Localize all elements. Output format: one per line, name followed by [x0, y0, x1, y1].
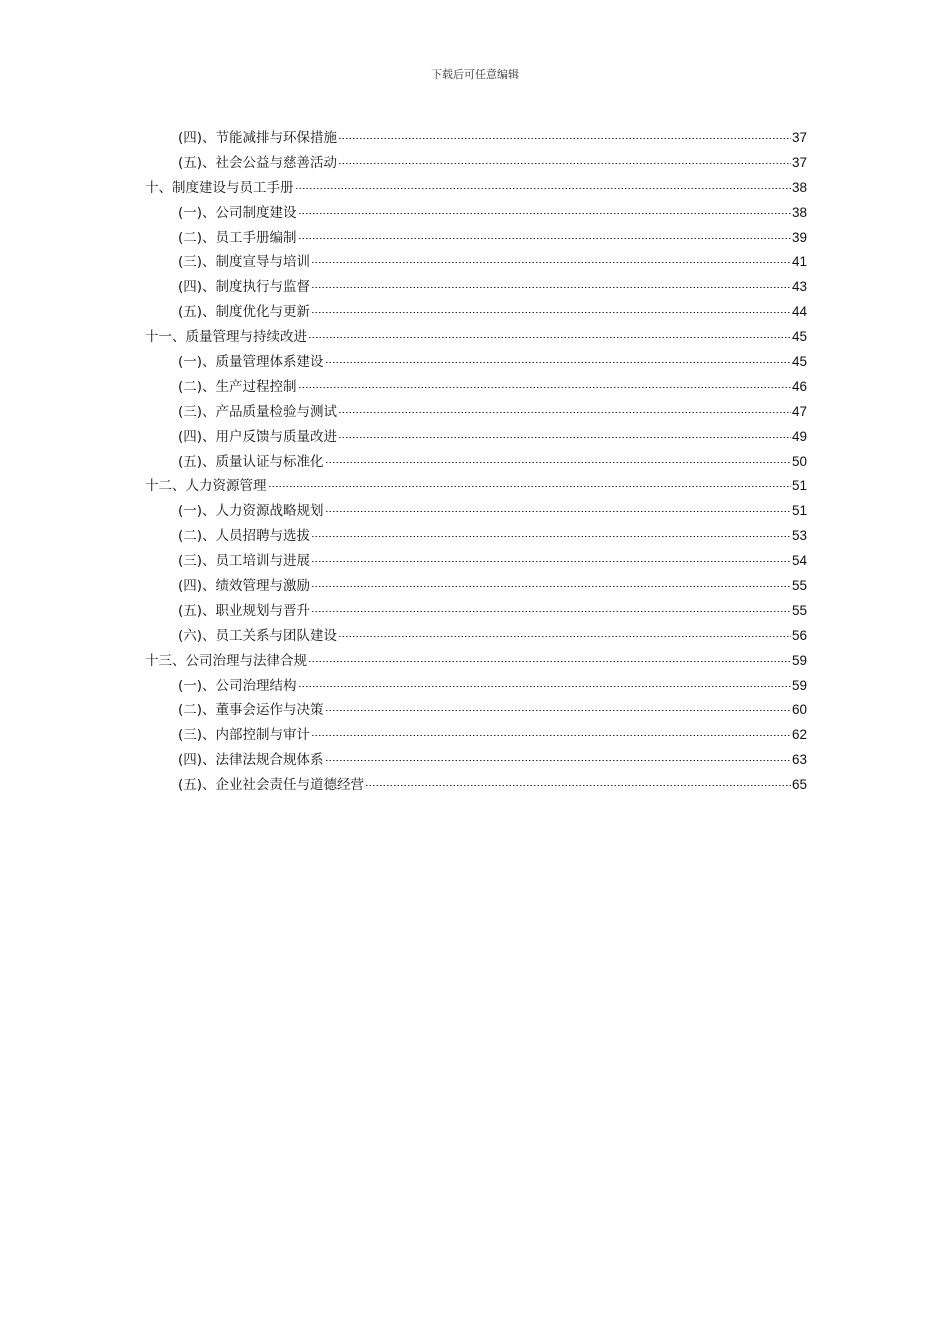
toc-entry-label: (五)、制度优化与更新 — [178, 304, 311, 321]
toc-entry-page-number: 45 — [791, 329, 807, 345]
toc-dot-leader — [298, 213, 791, 214]
toc-entry-label: (一)、公司治理结构 — [178, 677, 297, 694]
toc-entry-page-number: 59 — [791, 652, 807, 668]
toc-entry-page-number: 54 — [791, 553, 807, 569]
table-of-contents — [145, 126, 807, 798]
toc-entry-page-number: 65 — [791, 777, 807, 793]
toc-entry[interactable] — [145, 574, 807, 599]
toc-entry[interactable] — [145, 325, 807, 350]
toc-entry[interactable] — [145, 674, 807, 699]
toc-entry-page-number: 37 — [791, 130, 807, 145]
toc-entry-label: 十三、公司治理与法律合规 — [145, 652, 307, 669]
toc-entry[interactable] — [145, 499, 807, 524]
toc-entry-page-number: 39 — [791, 229, 807, 245]
toc-entry-page-number: 60 — [791, 702, 807, 718]
toc-entry-label: (三)、产品质量检验与测试 — [178, 403, 338, 420]
toc-entry-page-number: 47 — [791, 403, 807, 419]
toc-dot-leader — [338, 138, 791, 139]
toc-entry-label: (一)、公司制度建设 — [178, 204, 297, 221]
toc-entry[interactable] — [145, 250, 807, 275]
toc-entry-label: (五)、职业规划与晋升 — [178, 602, 311, 619]
toc-entry-page-number: 51 — [791, 503, 807, 519]
toc-entry[interactable] — [145, 748, 807, 773]
toc-entry-label: 十二、人力资源管理 — [145, 478, 267, 495]
toc-entry-page-number: 49 — [791, 428, 807, 444]
toc-dot-leader — [298, 238, 791, 239]
toc-dot-leader — [311, 611, 791, 612]
toc-entry-label: (三)、制度宣导与培训 — [178, 254, 311, 271]
toc-entry-label: 十一、质量管理与持续改进 — [145, 329, 307, 346]
toc-entry-page-number: 41 — [791, 254, 807, 270]
toc-entry-page-number: 38 — [791, 204, 807, 220]
toc-entry-page-number: 44 — [791, 304, 807, 320]
toc-entry-page-number: 37 — [791, 154, 807, 170]
toc-entry[interactable] — [145, 126, 807, 151]
toc-entry-label: (六)、员工关系与团队建设 — [178, 627, 338, 644]
toc-entry-label: (二)、人员招聘与选拔 — [178, 528, 311, 545]
toc-entry-page-number: 45 — [791, 354, 807, 370]
page-header: 下载后可任意编辑 — [431, 68, 519, 81]
toc-entry-label: (一)、人力资源战略规划 — [178, 503, 324, 520]
toc-entry-page-number: 63 — [791, 752, 807, 768]
toc-dot-leader — [311, 287, 791, 288]
toc-dot-leader — [311, 735, 791, 736]
toc-entry-label: (一)、质量管理体系建设 — [178, 354, 324, 371]
toc-dot-leader — [298, 686, 791, 687]
toc-entry-page-number: 43 — [791, 279, 807, 295]
toc-dot-leader — [338, 163, 791, 164]
toc-entry-label: (四)、绩效管理与激励 — [178, 578, 311, 595]
toc-entry[interactable] — [145, 549, 807, 574]
toc-dot-leader — [308, 337, 791, 338]
toc-entry-page-number: 55 — [791, 602, 807, 618]
toc-dot-leader — [311, 312, 791, 313]
toc-entry-page-number: 56 — [791, 627, 807, 643]
toc-entry-label: (四)、法律法规合规体系 — [178, 752, 324, 769]
toc-entry[interactable] — [145, 375, 807, 400]
toc-entry-label: (二)、员工手册编制 — [178, 229, 297, 246]
toc-entry[interactable] — [145, 400, 807, 425]
toc-dot-leader — [325, 362, 791, 363]
toc-dot-leader — [325, 760, 791, 761]
toc-entry-label: (三)、员工培训与进展 — [178, 553, 311, 570]
toc-dot-leader — [311, 586, 791, 587]
toc-entry-label: (三)、内部控制与审计 — [178, 727, 311, 744]
toc-dot-leader — [338, 437, 791, 438]
toc-entry[interactable] — [145, 773, 807, 798]
toc-entry-page-number: 62 — [791, 727, 807, 743]
toc-entry-label: (四)、制度执行与监督 — [178, 279, 311, 296]
toc-entry[interactable] — [145, 649, 807, 674]
toc-entry[interactable] — [145, 450, 807, 475]
toc-entry-label: (二)、生产过程控制 — [178, 378, 297, 395]
toc-entry[interactable] — [145, 474, 807, 499]
toc-entry-page-number: 59 — [791, 677, 807, 693]
toc-entry-page-number: 46 — [791, 378, 807, 394]
toc-dot-leader — [365, 785, 791, 786]
toc-dot-leader — [325, 462, 791, 463]
toc-dot-leader — [295, 188, 791, 189]
toc-entry[interactable] — [145, 599, 807, 624]
toc-entry-page-number: 55 — [791, 578, 807, 594]
toc-dot-leader — [311, 262, 791, 263]
toc-entry[interactable] — [145, 300, 807, 325]
toc-entry[interactable] — [145, 425, 807, 450]
toc-entry[interactable] — [145, 698, 807, 723]
toc-dot-leader — [338, 412, 791, 413]
toc-entry-label: (五)、企业社会责任与道德经营 — [178, 777, 365, 794]
toc-entry-label: (五)、社会公益与慈善活动 — [178, 154, 338, 171]
toc-dot-leader — [298, 387, 791, 388]
toc-dot-leader — [338, 636, 791, 637]
toc-entry-label: (四)、用户反馈与质量改进 — [178, 428, 338, 445]
toc-entry[interactable] — [145, 176, 807, 201]
toc-entry[interactable] — [145, 226, 807, 251]
toc-dot-leader — [268, 486, 791, 487]
toc-entry[interactable] — [145, 624, 807, 649]
toc-entry-page-number: 53 — [791, 528, 807, 544]
toc-dot-leader — [311, 561, 791, 562]
toc-dot-leader — [311, 536, 791, 537]
toc-dot-leader — [308, 661, 791, 662]
toc-entry[interactable] — [145, 275, 807, 300]
toc-entry-page-number: 38 — [791, 179, 807, 195]
toc-entry[interactable] — [145, 151, 807, 176]
toc-entry-label: (二)、董事会运作与决策 — [178, 702, 324, 719]
toc-entry-label: (五)、质量认证与标准化 — [178, 453, 324, 470]
toc-dot-leader — [325, 710, 791, 711]
toc-entry-label: (四)、节能减排与环保措施 — [178, 130, 338, 146]
toc-entry-page-number: 51 — [791, 478, 807, 494]
toc-entry[interactable] — [145, 524, 807, 549]
toc-entry-page-number: 50 — [791, 453, 807, 469]
toc-entry[interactable] — [145, 723, 807, 748]
toc-entry-label: 十、制度建设与员工手册 — [145, 179, 294, 196]
toc-entry[interactable] — [145, 350, 807, 375]
toc-dot-leader — [325, 511, 791, 512]
toc-entry[interactable] — [145, 201, 807, 226]
